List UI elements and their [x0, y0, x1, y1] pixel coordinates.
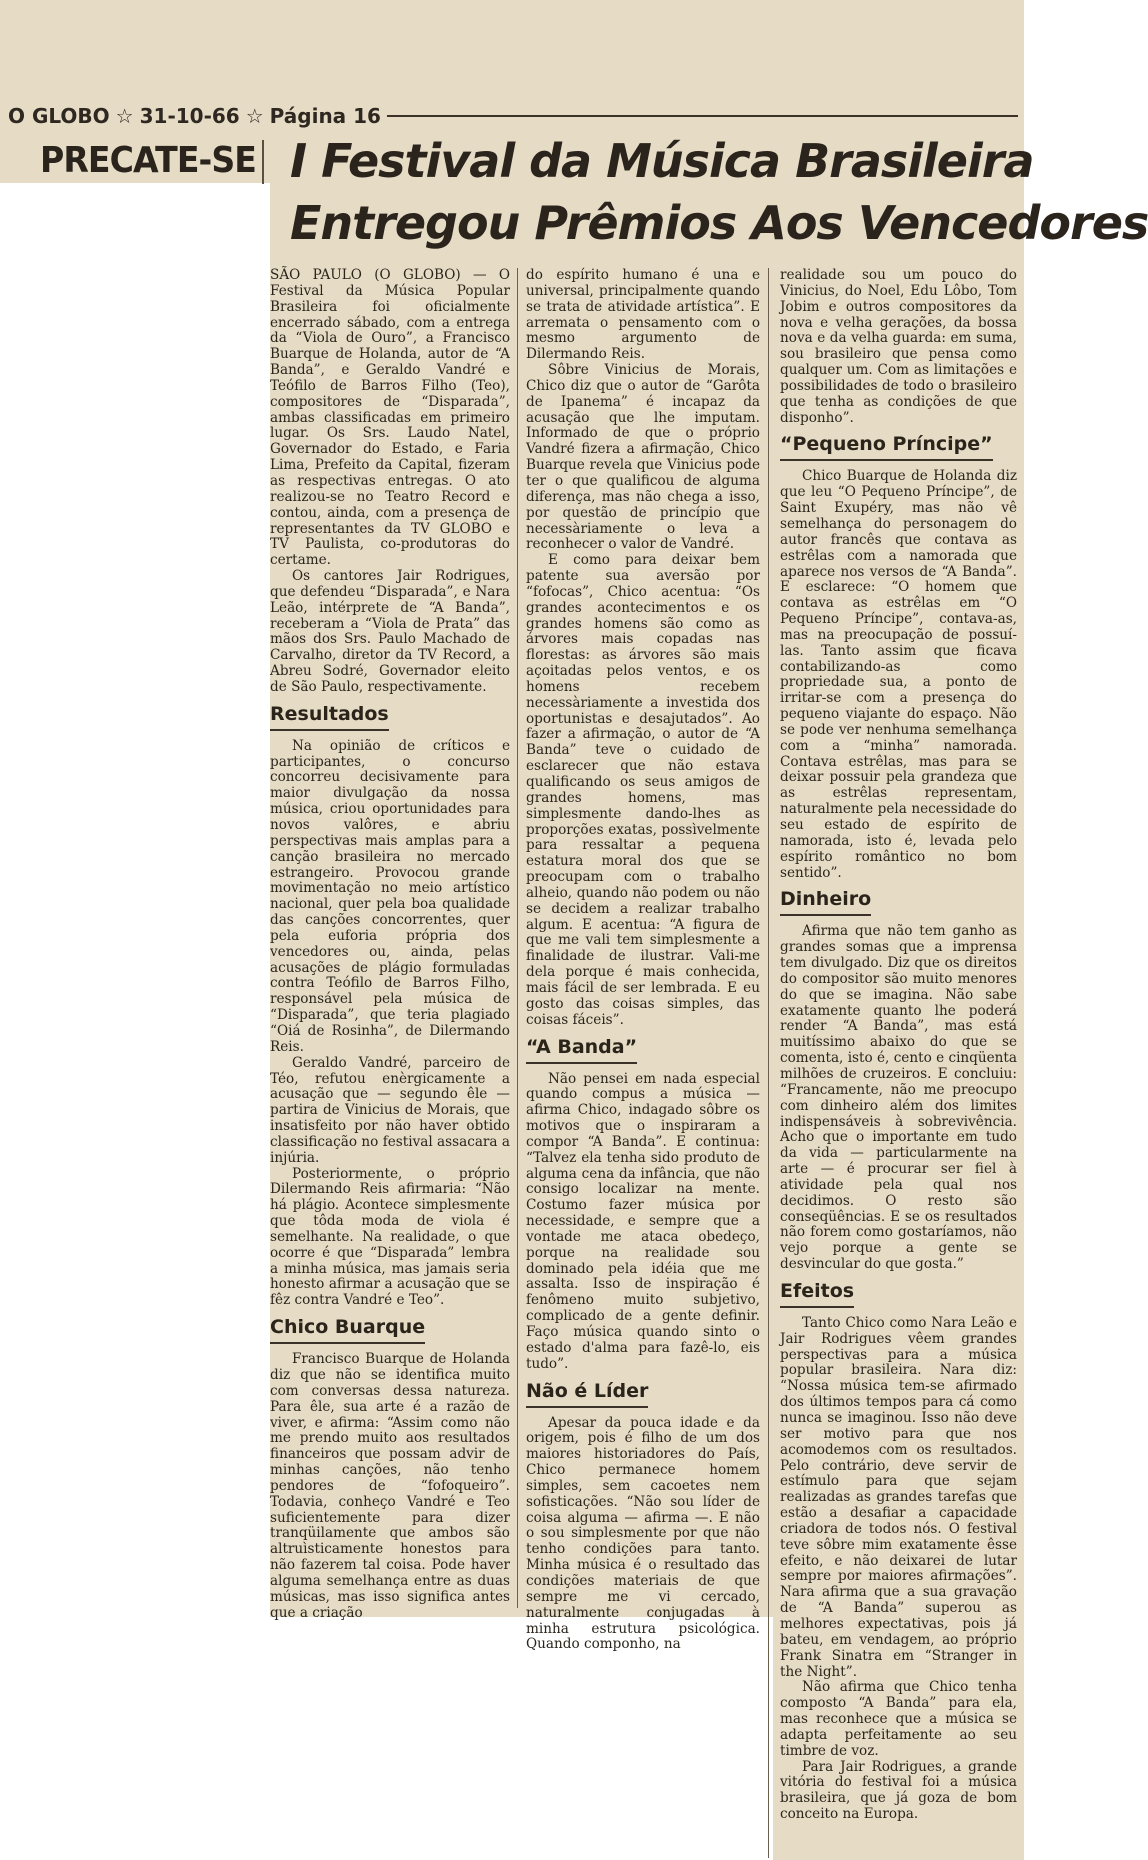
page-number: Página 16	[269, 104, 381, 128]
paragraph: Apesar da pouca idade e da origem, pois é filho de um dos maiores historiadores do País, Chico permanece homem simples, sem cacoetes nem sofisticações. “Não sou líder de coisa alguma — afirma —. E não o sou simplesmente por que não tenho condições para tanto. Minha música é o resultado das condições materiais de que sempre me vi cercado, naturalmente conjugadas à minha estrutura psicológica. Quando componho, na	[526, 1414, 760, 1653]
paragraph: do espírito humano é una e universal, principalmente quando se trata de atividade artística”. E arremata o pensamento com o mesmo argumento de Dilermando Reis.	[526, 267, 760, 363]
article-column-2	[526, 268, 760, 1653]
masthead	[8, 103, 1018, 129]
article-column-1	[270, 268, 510, 1622]
subheading-nao-e-lider: Não é Líder	[526, 1379, 648, 1408]
star-icon: ☆	[115, 104, 134, 128]
paragraph: Afirma que não tem ganho as grandes somas que a imprensa tem divulgado. Diz que os direitos do compositor são muito menores do que se imagina. Não sabe exatamente quanto lhe poderá render “A Banda”, mas está muitíssimo abaixo do que se comenta, isto é, cento e cinqüenta milhões de cruzeiros. E concluiu: “Francamente, não me preocupo com dinheiro além dos limites indispensáveis à sobrevivência. Acho que o importante em tudo da vida — particularmente na arte — é procurar ser fiel à atividade pela qual nos decidimos. O resto são conseqüências. E se os resultados não forem como gostaríamos, não vejo porque a gente se desvincular do que gosta.”	[780, 923, 1017, 1273]
headline-line-2: Entregou Prêmios Aos Vencedores	[290, 196, 1148, 250]
divider	[262, 140, 264, 184]
subheading-a-banda: “A Banda”	[526, 1035, 637, 1064]
paragraph: Os cantores Jair Rodrigues, que defendeu “Disparada”, e Nara Leão, intérprete de “A Banda”, receberam a “Viola de Prata” das mãos dos Srs. Paulo Machado de Carvalho, diretor da TV Record, a Abreu Sodré, Governador eleito de São Paulo, respectivamente.	[270, 568, 510, 695]
paragraph: Não afirma que Chico tenha composto “A Banda” para ela, mas reconhece que a música se adapta perfeitamente ao seu timbre de voz.	[780, 1679, 1017, 1759]
paragraph: E como para deixar bem patente sua aversão por “fofocas”, Chico acentua: “Os grandes acontecimentos e os grandes homens são como as árvores mais copadas nas florestas: as árvores são mais açoitadas pelos ventos, e os homens recebem necessàriamente a investida dos oportunistas e desajutados”. Ao fazer a afirmação, o autor de “A Banda” teve o cuidado de esclarecer que não estava qualificando os seus amigos de grandes homens, mas simplesmente dando-lhes as proporções exatas, possìvelmente para ressaltar a pequena estatura moral dos que se preocupam com o trabalho alheio, quando não podem ou não se decidem a realizar trabalho algum. E acentua: “A figura de que me vali tem simplesmente a finalidade de ilustrar. Vali-me dela porque é mais conhecida, mais fácil de ser lembrada. E eu gosto das coisas simples, das coisas fáceis”.	[526, 552, 760, 1028]
paper-name: O GLOBO	[8, 104, 110, 128]
subheading-resultados: Resultados	[270, 702, 389, 731]
headline-line-1: I Festival da Música Brasileira	[290, 134, 1034, 188]
issue-date: 31-10-66	[139, 104, 240, 128]
subheading-dinheiro: Dinheiro	[780, 887, 871, 916]
paragraph: Sôbre Vinicius de Morais, Chico diz que o autor de “Garôta de Ipanema” é incapaz da acusação que lhe imputam. Informado de que o próprio Vandré fizera a afirmação, Chico Buarque revela que Vinicius pode ter o que qualificou de alguma diferença, mas não chega a isso, por questão de princípio que necessàriamente o leva a reconhecer o valor de Vandré.	[526, 362, 760, 553]
paragraph: Para Jair Rodrigues, a grande vitória do festival foi a música brasileira, que já goza de bom conceito na Europa.	[780, 1758, 1017, 1823]
paragraph: realidade sou um pouco do Vinicius, do Noel, Edu Lôbo, Tom Jobim e outros compositores da nova e velha gerações, da bossa nova e da velha guarda: em suma, sou brasileiro que pensa como qualquer um. Com as limitações e possibilidades de todo o brasileiro que tenha as condições de que disponho”.	[780, 267, 1017, 426]
paragraph: Posteriormente, o próprio Dilermando Reis afirmaria: “Não há plágio. Acontece simplesmente que tôda moda de viola é semelhante. Na realidade, o que ocorre é que “Disparada” lembra a minha música, mas jamais seria honesto afirmar a acusação que se fêz contra Vandré e Teo”.	[270, 1165, 510, 1309]
paragraph: Na opinião de críticos e participantes, o concurso concorreu decisivamente para maior divulgação da nossa música, criou oportunidades para novos valôres, e abriu perspectivas mais amplas para a canção brasileira no mercado estrangeiro. Provocou grande movimentação no meio artístico nacional, quer pela boa qualidade das canções concorrentes, quer pela euforia própria dos vencedores ou, ainda, pelas acusações de plágio formuladas contra Teófilo de Barros Filho, responsável pela música de “Disparada”, que teria plagiado “Oiá de Rosinha”, de Dilermando Reis.	[270, 737, 510, 1055]
column-rule	[517, 268, 518, 1608]
paragraph: Tanto Chico como Nara Leão e Jair Rodrigues vêem grandes perspectivas para a música popular brasileira. Nara diz: “Nossa música tem-se afirmado dos últimos tempos para cá como nunca se imaginou. Isso não deve ser motivo para que nos acomodemos com os resultados. Pelo contrário, deve servir de estímulo para que sejam realizadas as grandes tarefas que estão a desafiar a capacidade criadora de todos nós. O festival teve sôbre mim exatamente êsse efeito, e não deixarei de lutar sempre por maiores afirmações”. Nara afirma que a sua gravação de “A Banda” superou as melhores expectativas, pois já bateu, em vendagem, ao próprio Frank Sinatra em “Stranger in the Night”.	[780, 1314, 1017, 1680]
masthead-rule	[387, 115, 1018, 117]
paragraph: Chico Buarque de Holanda diz que leu “O Pequeno Príncipe”, de Saint Exupéry, mas não vê semelhança do personagem do autor francês que contava as estrêlas com a namorada que aparece nos versos de “A Banda”. E esclarece: “O homem que contava as estrêlas em “O Pequeno Príncipe”, contava-as, mas na preocupação de possuí-las. Tanto assim que ficava contabilizando-as como propriedade sua, a ponto de irritar-se com a presença do pequeno viajante do espaço. Não se pode ver nenhuma semelhança com a “minha” namorada. Contava estrêlas, mas para se deixar possuir pela grandeza que as estrêlas representam, naturalmente pela necessidade do seu estado de espírito de namorada, isto é, levada pelo espírito romântico no bom sentido”.	[780, 468, 1017, 881]
article-column-3	[780, 268, 1017, 1823]
star-icon: ☆	[245, 104, 264, 128]
paragraph: Francisco Buarque de Holanda diz que não se identifica muito com conversas dessa natureza. Para êle, sua arte é a razão de viver, e afirma: “Assim como não me prendo muito aos resultados financeiros que possam advir de minhas canções, não tenho pendores de “fofoqueiro”. Todavia, conheço Vandré e Teo suficientemente para dizer tranqüilamente que ambos são altruìsticamente honestos para não fazerem tal coisa. Pode haver alguma semelhança entre as duas músicas, mas isso significa antes que a criação	[270, 1351, 510, 1621]
subheading-efeitos: Efeitos	[780, 1279, 854, 1308]
subheading-pequeno-principe: “Pequeno Príncipe”	[780, 432, 993, 461]
paragraph: SÃO PAULO (O GLOBO) — O Festival da Música Popular Brasileira foi oficialmente encerrado sábado, com a entrega da “Viola de Ouro”, a Francisco Buarque de Holanda, autor de “A Banda”, e Geraldo Vandré e Teófilo de Barros Filho (Teo), compositores de “Disparada”, ambas classificadas em primeiro lugar. Os Srs. Laudo Natel, Governador do Estado, e Faria Lima, Prefeito da Capital, fizeram as respectivas entregas. O ato realizou-se no Teatro Record e contou, ainda, com a presença de representantes da TV GLOBO e TV Paulista, co-produtoras do certame.	[270, 267, 510, 569]
subheading-chico-buarque: Chico Buarque	[270, 1315, 425, 1344]
paragraph: Não pensei em nada especial quando compus a música — afirma Chico, indagado sôbre os motivos que o inspiraram a compor “A Banda”. E continua: “Talvez ela tenha sido produto de alguma cena da infância, que não consigo localizar na mente. Costumo fazer música por necessidade, e sempre que a vontade me ataca obedeço, porque na realidade sou dominado pela idéia que me assalta. Isso de inspiração é fenômeno muito subjetivo, complicado de a gente definir. Faço música quando sinto o estado d'alma para fazê-lo, eis tudo”.	[526, 1070, 760, 1372]
column-rule	[768, 268, 769, 1858]
section-label: PRECATE-SE	[40, 140, 257, 181]
paragraph: Geraldo Vandré, parceiro de Téo, refutou enèrgicamente a acusação que — segundo êle — partira de Vinicius de Morais, que insatisfeito por não haver obtido classificação no festival assacara a injúria.	[270, 1054, 510, 1166]
